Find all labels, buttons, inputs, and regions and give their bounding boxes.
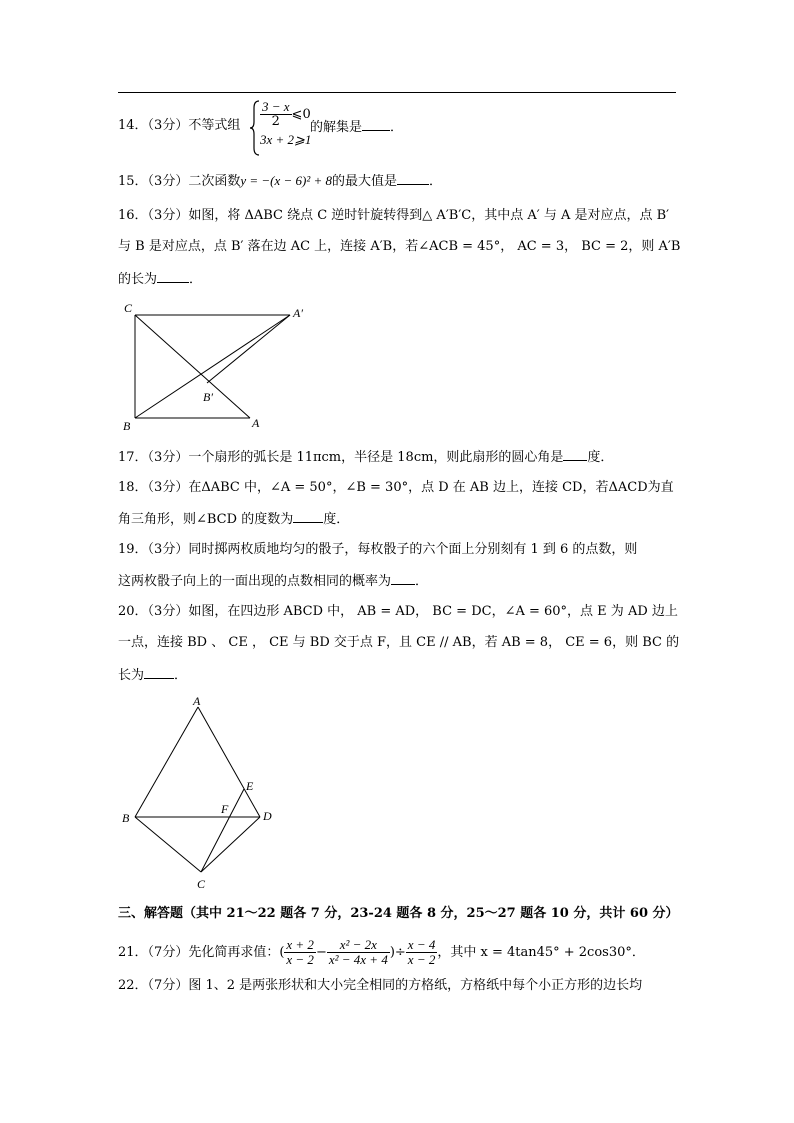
fig16-label-C: C <box>124 301 133 315</box>
q18-answer-blank[interactable] <box>293 508 323 523</box>
q21-frac1 <box>284 938 316 967</box>
question-21 <box>118 938 645 968</box>
q16-answer-blank[interactable] <box>157 268 189 283</box>
q15-end: ． <box>429 174 443 189</box>
fig16-label-B: B <box>123 419 131 433</box>
q20-answer-blank[interactable] <box>144 664 174 679</box>
q16-end: ． <box>189 272 203 287</box>
q21-frac1-den: x − 2 <box>286 952 314 967</box>
fig20-edge-DC <box>201 817 260 872</box>
question-14 <box>118 116 240 136</box>
q21-close-div: )÷ <box>389 945 406 960</box>
q14-answer-blank[interactable] <box>362 116 390 131</box>
fig16-label-A: A <box>252 416 260 430</box>
q21-frac3 <box>406 938 438 967</box>
q14-ineq1 <box>260 100 311 129</box>
question-20-line1: 20．（3分）如图，在四边形 ABCD 中， AB = AD， BC = DC，∠A = 60°，点 E 为 AD 边上 <box>118 604 678 619</box>
q20-end: ． <box>174 668 188 683</box>
question-18-line1: 18．（3分）在ΔABC 中，∠A = 50°，∠B = 30°，点 D 在 AB 边上，连接 CD，若ΔACD为直 <box>118 480 674 495</box>
fig20-label-C: C <box>197 877 206 891</box>
question-19-line2 <box>118 570 428 592</box>
question-16-line3 <box>118 268 202 290</box>
q21-frac3-num: x − 4 <box>407 937 436 952</box>
q14-ineq1-rel: ⩽0 <box>291 107 311 122</box>
q15-prefix: 15．（3分）二次函数 <box>118 174 241 189</box>
q21-minus: − <box>315 945 327 960</box>
figure-20 <box>115 692 285 892</box>
q21-frac2 <box>327 938 390 967</box>
figure-16 <box>115 295 325 435</box>
q15-suffix: 的最大值是 <box>332 174 398 189</box>
q14-ineq2: 3x + 2⩾1 <box>260 132 312 147</box>
q20-line3-text: 长为 <box>118 668 145 683</box>
q21-suffix: ，其中 x = 4tan45° + 2cos30°． <box>437 945 645 960</box>
fig16-edge-CA <box>135 315 250 418</box>
question-15 <box>118 170 442 192</box>
q18-line2-text: 角三角形，则∠BCD 的度数为 <box>118 512 294 527</box>
q14-prefix: 14．（3分）不等式组 <box>118 118 241 133</box>
question-16-line1: 16．（3分）如图，将 ΔABC 绕点 C 逆时针旋转得到△ A′B′C，其中点 A′ 与 A 是对应点，点 B′ <box>118 208 670 223</box>
fig20-label-A: A <box>193 694 201 708</box>
fig20-label-D: D <box>263 809 272 823</box>
q21-frac3-den: x − 2 <box>407 952 436 967</box>
fig20-edge-AD <box>198 707 260 817</box>
header-rule <box>118 92 676 93</box>
q17-end: 度． <box>587 450 614 465</box>
fig16-label-Bprime: B′ <box>203 390 213 404</box>
question-20-line3 <box>118 664 187 686</box>
question-16-line2: 与 B 是对应点，点 B′ 落在边 AC 上，连接 A′B，若∠ACB = 45°， AC = 3， BC = 2，则 A′B <box>118 239 681 254</box>
question-19-line1: 19．（3分）同时掷两枚质地均匀的骰子，每枚骰子的六个面上分别刻有 1 到 6 的点数，则 <box>118 542 638 557</box>
question-18-line2 <box>118 508 349 530</box>
q19-line2-text: 这两枚骰子向上的一面出现的点数相同的概率为 <box>118 574 392 589</box>
q14-suffix: 的解集是 <box>310 120 363 135</box>
fig20-label-E: E <box>246 779 254 793</box>
fig20-edge-AB <box>135 707 198 817</box>
q15-formula: y = −(x − 6)² + 8 <box>240 173 333 188</box>
q14-ineq1-den: 2 <box>271 114 280 129</box>
q14-end: ． <box>390 120 404 135</box>
q21-frac2-den: x² − 4x + 4 <box>328 952 388 967</box>
q14-ineq1-num: 3 − x <box>262 99 290 114</box>
q15-answer-blank[interactable] <box>397 170 429 185</box>
q14-brace <box>250 100 260 156</box>
q19-answer-blank[interactable] <box>391 570 415 585</box>
q21-frac2-num: x² − 2x <box>327 938 390 953</box>
question-22-line1: 22．（7分）图 1、2 是两张形状和大小完全相同的方格纸，方格纸中每个小正方形的边长均 <box>118 978 643 993</box>
q21-frac1-num: x + 2 <box>286 937 314 952</box>
q17-text: 17．（3分）一个扇形的弧长是 11πcm，半径是 18cm，则此扇形的圆心角是 <box>118 450 564 465</box>
q14-tail <box>310 116 403 138</box>
question-17 <box>118 446 613 468</box>
fig16-edge-AprimeBprime <box>207 315 290 383</box>
q18-end: 度． <box>323 512 350 527</box>
fig20-label-F: F <box>221 802 229 816</box>
fig20-label-B: B <box>122 811 130 825</box>
section-3-title: 三、解答题（其中 21～22 题各 7 分，23-24 题各 8 分，25～27 题各 10 分，共计 60 分） <box>118 906 679 921</box>
q19-end: ． <box>415 574 429 589</box>
q21-prefix: 21．（7分）先化简再求值：( <box>118 945 285 960</box>
fig20-edge-BC <box>135 817 201 872</box>
question-20-line2: 一点，连接 BD 、 CE ， CE 与 BD 交于点 F，且 CE // AB，若 AB = 8， CE = 6，则 BC 的 <box>118 635 680 650</box>
fig16-label-Aprime: A′ <box>293 306 303 320</box>
q14-ineq1-frac <box>260 100 292 129</box>
q14-system <box>260 100 311 147</box>
q17-answer-blank[interactable] <box>563 446 587 461</box>
q16-line3-text: 的长为 <box>118 272 158 287</box>
